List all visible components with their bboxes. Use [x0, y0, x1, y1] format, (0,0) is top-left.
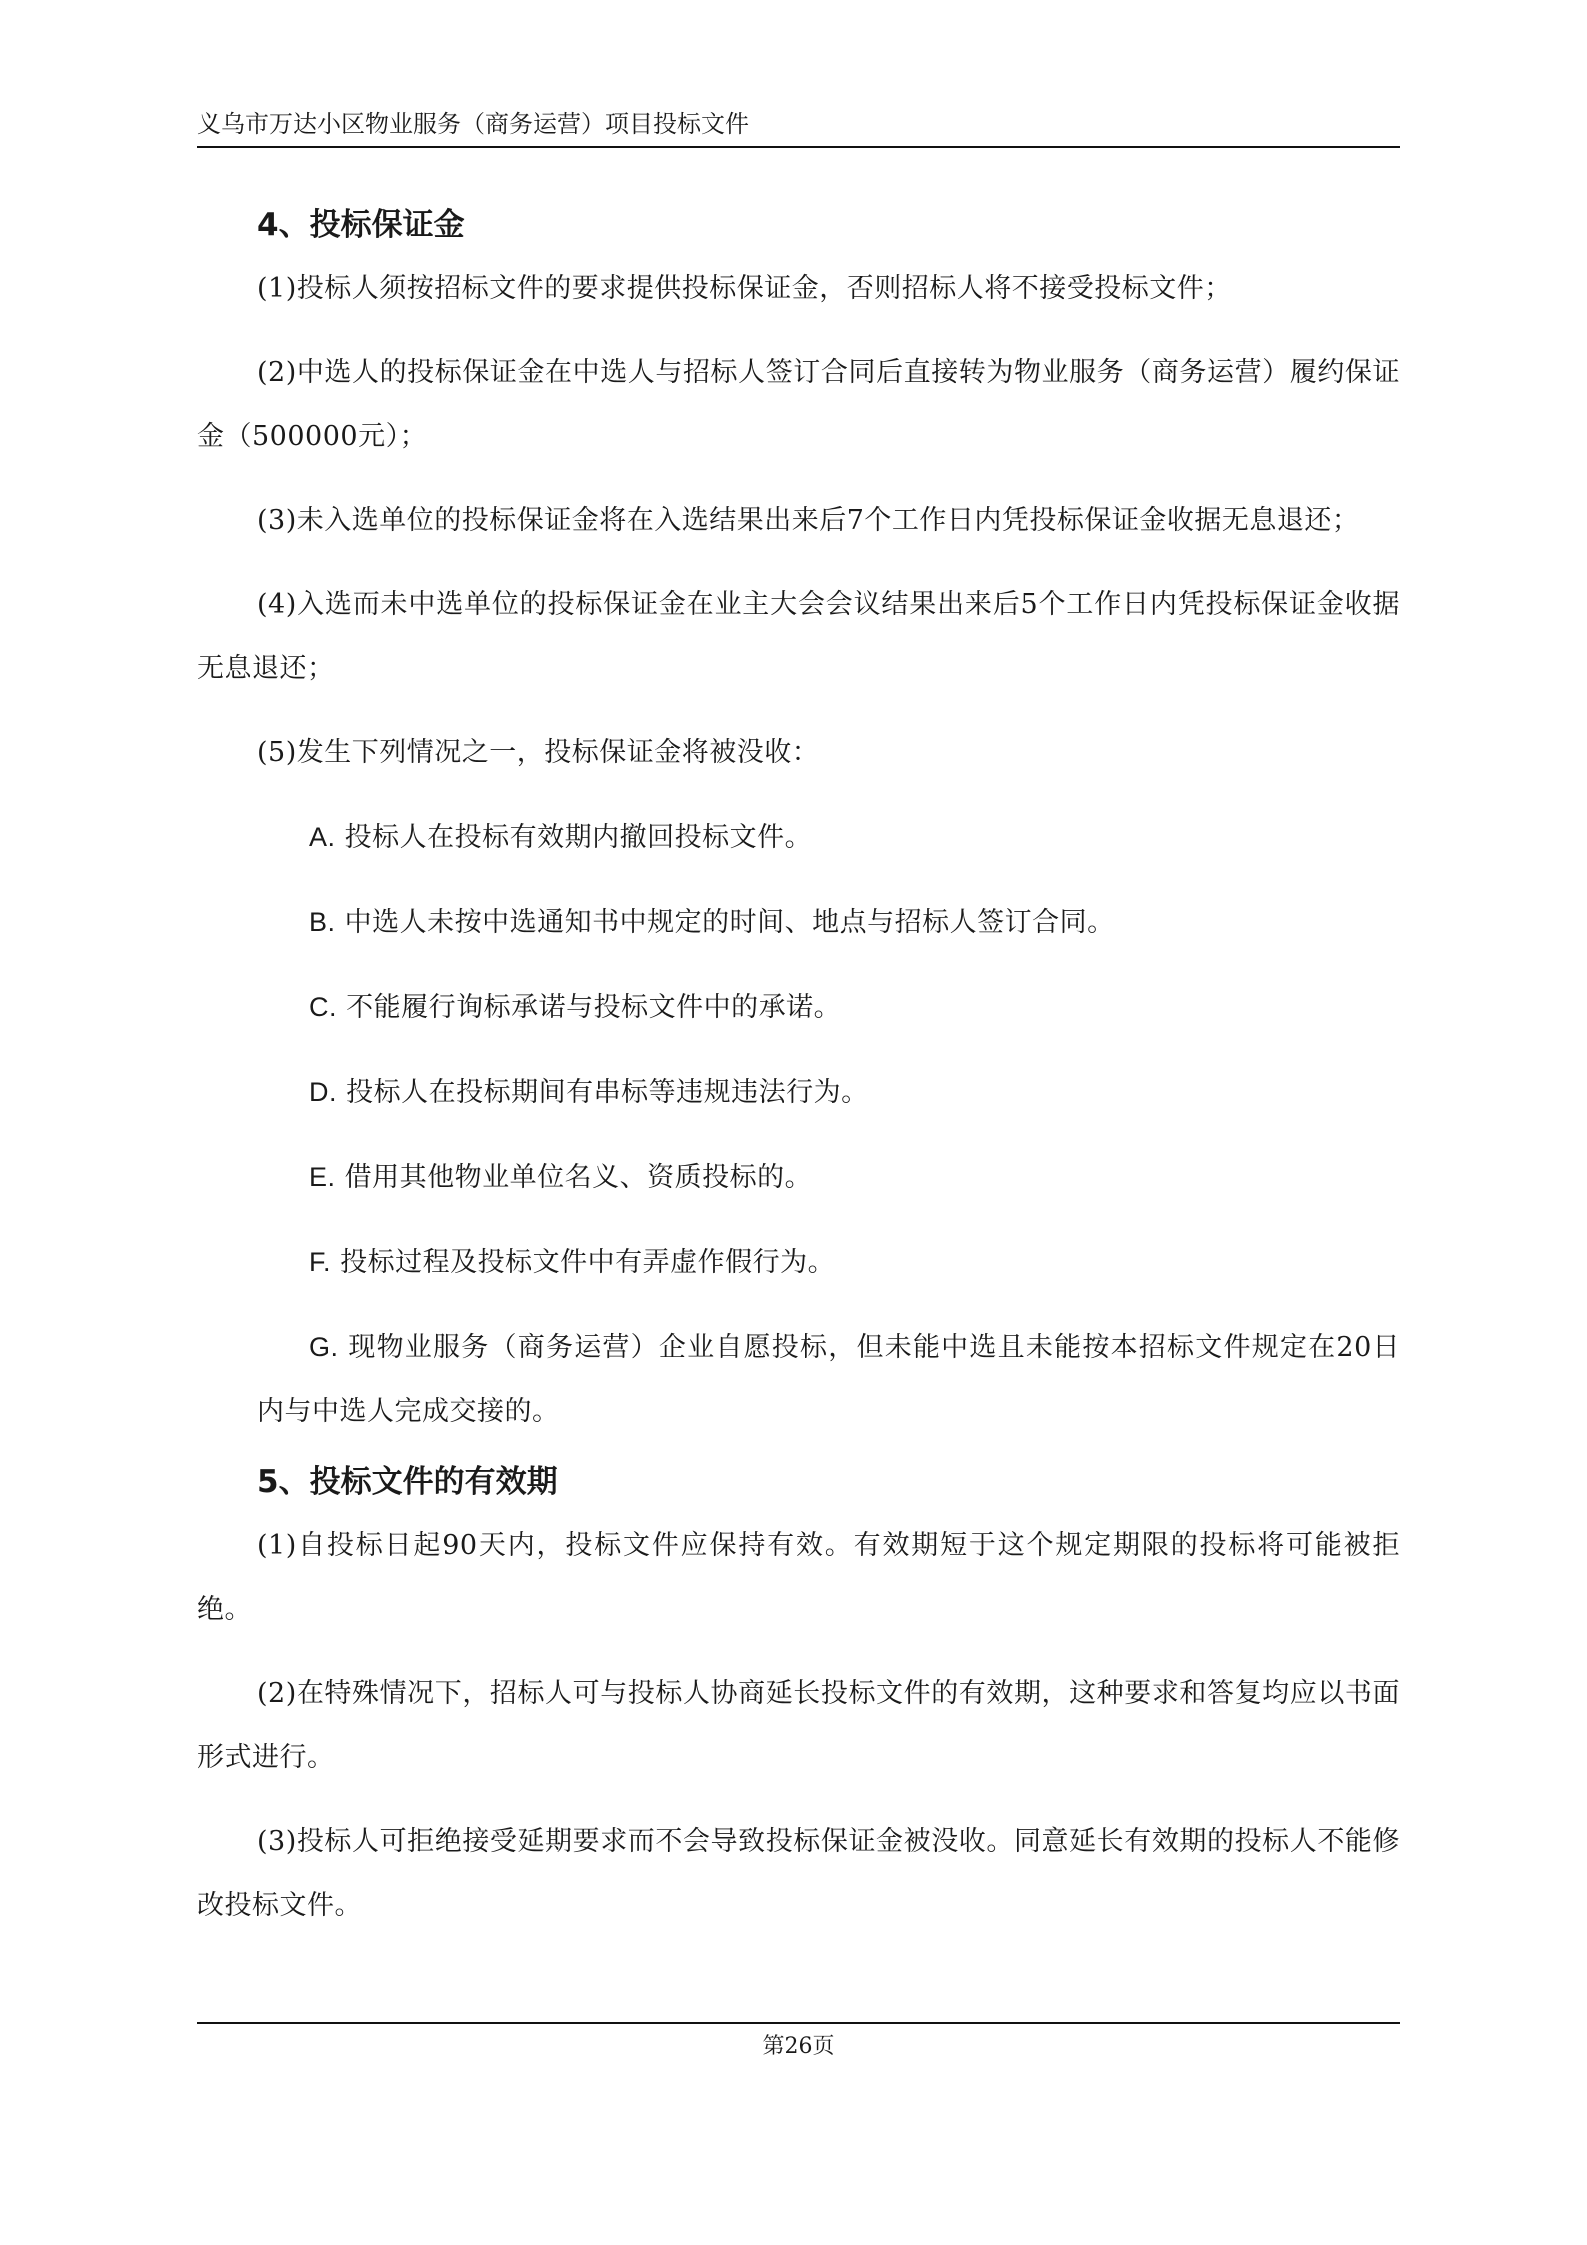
- section-4-item-4: (4)入选而未中选单位的投标保证金在业主大会会议结果出来后5个工作日内凭投标保证金收据无息退还；: [197, 589, 1400, 684]
- forfeit-item-b: B. 中选人未按中选通知书中规定的时间、地点与招标人签订合同。: [309, 907, 1115, 938]
- section-5-item-3: (3)投标人可拒绝接受延期要求而不会导致投标保证金被没收。同意延长有效期的投标人不能修改投标文件。: [197, 1826, 1400, 1921]
- forfeit-item-g: G. 现物业服务（商务运营）企业自愿投标，但未能中选且未能按本招标文件规定在20日内与中选人完成交接的。: [257, 1332, 1400, 1427]
- section-4-heading: 4、投标保证金: [257, 207, 465, 243]
- forfeit-item-f: F. 投标过程及投标文件中有弄虚作假行为。: [309, 1247, 836, 1278]
- section-4-item-1: (1)投标人须按招标文件的要求提供投标保证金，否则招标人将不接受投标文件；: [257, 273, 1232, 304]
- section-4-item-2: (2)中选人的投标保证金在中选人与招标人签订合同后直接转为物业服务（商务运营）履约保证金（500000元）；: [197, 357, 1400, 452]
- forfeit-item-a: A. 投标人在投标有效期内撤回投标文件。: [309, 822, 813, 853]
- section-4-item-3: (3)未入选单位的投标保证金将在入选结果出来后7个工作日内凭投标保证金收据无息退还；: [257, 505, 1360, 536]
- page-number: 第26页: [762, 2034, 835, 2059]
- forfeit-item-c: C. 不能履行询标承诺与投标文件中的承诺。: [309, 992, 842, 1023]
- section-5-item-1: (1)自投标日起90天内，投标文件应保持有效。有效期短于这个规定期限的投标将可能被拒绝。: [197, 1530, 1400, 1625]
- section-4-item-5: (5)发生下列情况之一，投标保证金将被没收：: [257, 737, 820, 768]
- section-5-heading: 5、投标文件的有效期: [257, 1464, 558, 1500]
- page-content: [197, 195, 1400, 1938]
- forfeit-item-d: D. 投标人在投标期间有串标等违规违法行为。: [309, 1077, 869, 1108]
- section-5-item-2: (2)在特殊情况下，招标人可与投标人协商延长投标文件的有效期，这种要求和答复均应以书面形式进行。: [197, 1678, 1400, 1773]
- page-header: 义乌市万达小区物业服务（商务运营）项目投标文件: [197, 108, 1400, 148]
- forfeit-item-e: E. 借用其他物业单位名义、资质投标的。: [309, 1162, 813, 1193]
- page-footer: [197, 2022, 1400, 2064]
